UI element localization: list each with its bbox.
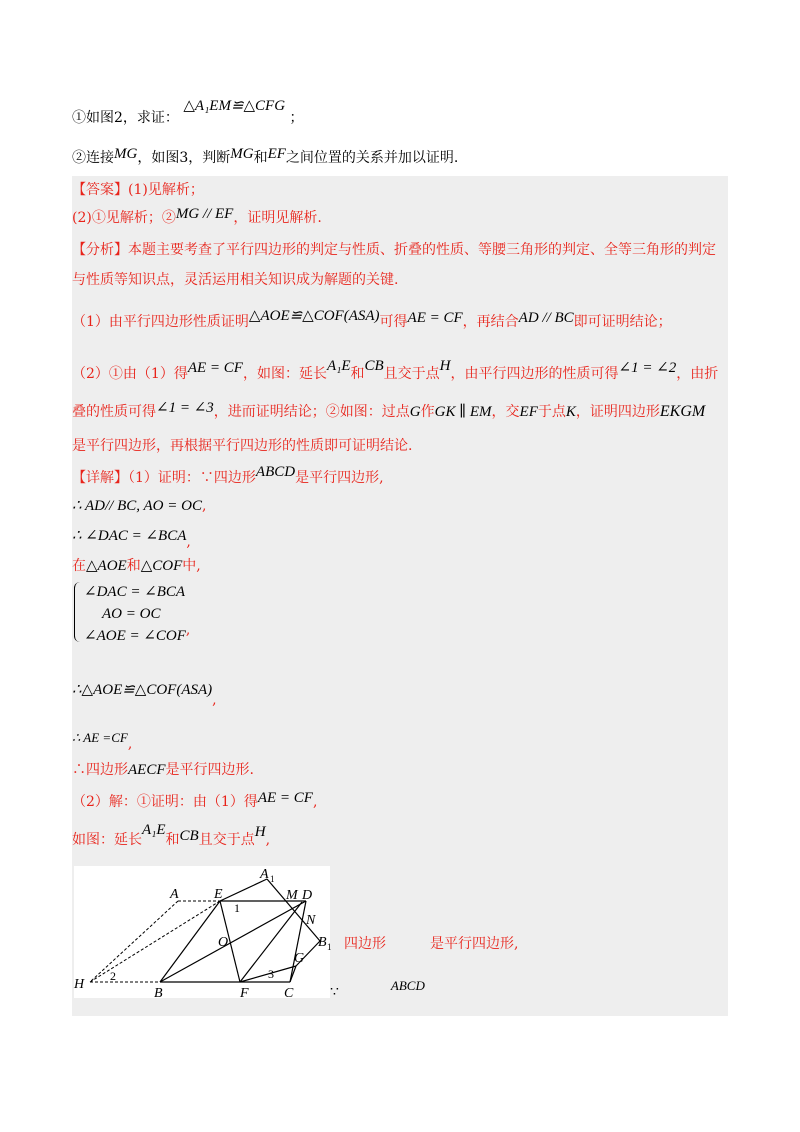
analysis-5-ef: EF <box>519 404 538 420</box>
detail-4-math: △AOE <box>86 558 127 574</box>
detail-line-8 <box>72 792 317 812</box>
answer-line2-prefix: (2)①见解析；② <box>72 210 176 226</box>
analysis-line-2 <box>72 270 398 290</box>
part2-and: 和 <box>253 150 268 166</box>
detail-9-math3: H <box>254 824 266 840</box>
detail-line-1 <box>72 464 384 488</box>
label-angle-3: 3 <box>268 967 274 981</box>
answer-label: 【答案】(1)见解析； <box>72 182 204 198</box>
answer-line-1 <box>72 180 204 200</box>
detail-1b: 是平行四边形, <box>295 470 384 486</box>
part2-mid: ，如图3，判断 <box>137 150 231 166</box>
analysis-5d: ，交 <box>491 404 520 420</box>
part1-line <box>72 98 304 128</box>
detail-8-math: AE = CF <box>257 790 313 806</box>
detail-1-math: ABCD <box>255 464 296 480</box>
system-line-1 <box>84 582 185 602</box>
part2-ef: EF <box>267 146 286 162</box>
line-ea1 <box>220 879 267 901</box>
analysis-5-k: K <box>565 404 576 420</box>
analysis-5f: ，证明四边形 <box>575 404 660 420</box>
detail-line-11 <box>330 978 425 1002</box>
system-line-2 <box>102 604 160 624</box>
part2-mg: MG <box>114 146 138 162</box>
label-g: G <box>294 951 305 966</box>
detail-11-math: ABCD <box>390 978 425 993</box>
detail-line-7 <box>72 760 254 780</box>
analysis-4c: 和 <box>350 366 365 382</box>
analysis-3-math3: AD // BC <box>518 310 574 326</box>
line-dc <box>290 901 306 982</box>
detail-7-math: AECF <box>128 762 166 778</box>
label-b: B <box>154 986 163 1001</box>
system-eq-3: ∠AOE = ∠COF <box>84 628 186 644</box>
analysis-4-math: AE = CF <box>187 360 243 376</box>
label-f: F <box>240 986 249 1001</box>
detail-line-10 <box>344 934 518 954</box>
detail-2-math: ∴ AD// BC, AO = OC <box>72 498 202 514</box>
detail-5-tail: , <box>212 692 217 708</box>
analysis-4e: ，由平行四边形的性质可得 <box>450 366 619 382</box>
part1-prefix: ①如图2，求证： <box>72 110 179 126</box>
part2-line <box>72 148 458 168</box>
analysis-text-2: 与性质等知识点，灵活运用相关知识成为解题的关键. <box>72 272 399 288</box>
analysis-3d: 即可证明结论； <box>573 314 672 330</box>
label-o: O <box>218 935 229 950</box>
detail-1a: 【详解】（1）证明：∵四边形 <box>72 470 256 486</box>
analysis-3c: ，再结合 <box>462 314 519 330</box>
analysis-3a: （1）由平行四边形性质证明 <box>72 314 249 330</box>
detail-4b: 和 <box>126 558 141 574</box>
dashed-line-ah <box>90 901 178 982</box>
analysis-4b: ，如图：延长 <box>242 366 327 382</box>
analysis-4-math2: A₁E <box>326 358 351 374</box>
detail-11-because: ∵ <box>330 984 339 1000</box>
detail-9a: 如图：延长 <box>72 832 142 848</box>
detail-9d: , <box>265 832 271 848</box>
analysis-5-math: ∠1 = ∠3 <box>156 400 214 416</box>
label-a1-sub: 1 <box>270 874 275 884</box>
part2-mg2: MG <box>230 146 254 162</box>
label-c: C <box>284 986 294 1001</box>
part2-prefix: ②连接 <box>72 150 114 166</box>
detail-3-tail: , <box>186 534 191 550</box>
analysis-line-1 <box>72 240 716 260</box>
detail-10a: 四边形 <box>344 936 386 952</box>
analysis-text-1: 【分析】本题主要考查了平行四边形的判定与性质、折叠的性质、等腰三角形的判定、全等三角形的判定 <box>72 242 716 258</box>
detail-line-3 <box>72 526 191 550</box>
analysis-line-6 <box>72 436 412 456</box>
analysis-text-6: 是平行四边形，再根据平行四边形的性质即可证明结论. <box>72 438 413 454</box>
analysis-4f: ，由折 <box>676 366 719 382</box>
detail-2-tail: , <box>201 498 207 514</box>
analysis-5b: ，进而证明结论；②如图：过点 <box>213 404 410 420</box>
analysis-5c: 作 <box>420 404 435 420</box>
analysis-3-math: △AOE≌△COF(ASA) <box>248 308 380 324</box>
system-eq-1: ∠DAC = ∠BCA <box>84 584 186 600</box>
detail-6-tail: , <box>127 736 133 752</box>
detail-4-math2: △COF <box>140 558 183 574</box>
detail-line-2 <box>72 496 206 516</box>
part2-suffix: 之间位置的关系并加以证明. <box>285 150 459 166</box>
detail-3-math: ∴ ∠DAC = ∠BCA <box>72 528 187 544</box>
analysis-4a: （2）①由（1）得 <box>72 366 188 382</box>
detail-9-math2: CB <box>179 828 199 844</box>
detail-line-4 <box>72 556 201 576</box>
part1-math: △A₁EM≌△CFG <box>183 98 286 114</box>
system-line-3 <box>84 622 191 646</box>
geometry-diagram <box>74 866 332 1001</box>
detail-8a: （2）解：①证明：由（1）得 <box>72 794 258 810</box>
detail-7b: 是平行四边形. <box>165 762 254 778</box>
part1-suffix: ； <box>289 110 304 126</box>
line-be <box>160 901 220 982</box>
detail-9c: 且交于点 <box>198 832 255 848</box>
detail-9b: 和 <box>165 832 180 848</box>
answer-line2-math: MG // EF <box>175 206 234 222</box>
equation-brace <box>74 582 83 642</box>
analysis-5-ekgm: EKGM <box>659 403 706 420</box>
system-eq-2: AO = OC <box>102 606 161 622</box>
analysis-4d: 且交于点 <box>383 366 440 382</box>
analysis-line-5 <box>72 402 705 422</box>
analysis-5-g: G <box>409 404 421 420</box>
analysis-5a: 叠的性质可得 <box>72 404 156 420</box>
label-n: N <box>306 913 316 928</box>
label-angle-1: 1 <box>234 901 240 915</box>
label-b1: B <box>318 935 327 950</box>
detail-8b: , <box>312 794 318 810</box>
geometry-figure <box>74 866 332 1001</box>
detail-9-math: A₁E <box>142 822 166 838</box>
analysis-3b: 可得 <box>379 314 408 330</box>
detail-7a: ∴四边形 <box>72 762 128 778</box>
label-a: A <box>170 887 179 902</box>
analysis-4-math4: H <box>439 358 451 374</box>
analysis-4-math3: CB <box>364 358 384 374</box>
label-b1-sub: 1 <box>327 942 332 952</box>
detail-4a: 在 <box>72 558 86 574</box>
detail-line-9 <box>72 822 271 850</box>
analysis-3-math2: AE = CF <box>407 310 463 326</box>
label-m: M <box>286 888 298 903</box>
detail-line-5 <box>72 680 217 708</box>
analysis-4-math5: ∠1 = ∠2 <box>618 360 677 376</box>
analysis-line-4 <box>72 358 719 384</box>
answer-line-2 <box>72 208 322 228</box>
label-angle-2: 2 <box>110 969 116 983</box>
label-e: E <box>214 887 223 902</box>
label-d: D <box>302 888 313 903</box>
detail-5-math: ∴△AOE≌△COF(ASA) <box>72 682 213 698</box>
system-tail: , <box>185 622 191 638</box>
detail-6-math: ∴ AE =CF <box>72 730 128 745</box>
analysis-5e: 于点 <box>537 404 566 420</box>
label-a1: A <box>260 867 269 882</box>
analysis-5-math2: GK ∥ EM <box>434 404 492 420</box>
detail-10b: 是平行四边形, <box>430 936 519 952</box>
analysis-line-3 <box>72 308 672 332</box>
detail-4c: 中, <box>182 558 201 574</box>
answer-line2-suffix: ，证明见解析. <box>233 210 322 226</box>
label-h: H <box>74 977 85 992</box>
detail-line-6 <box>72 728 133 752</box>
